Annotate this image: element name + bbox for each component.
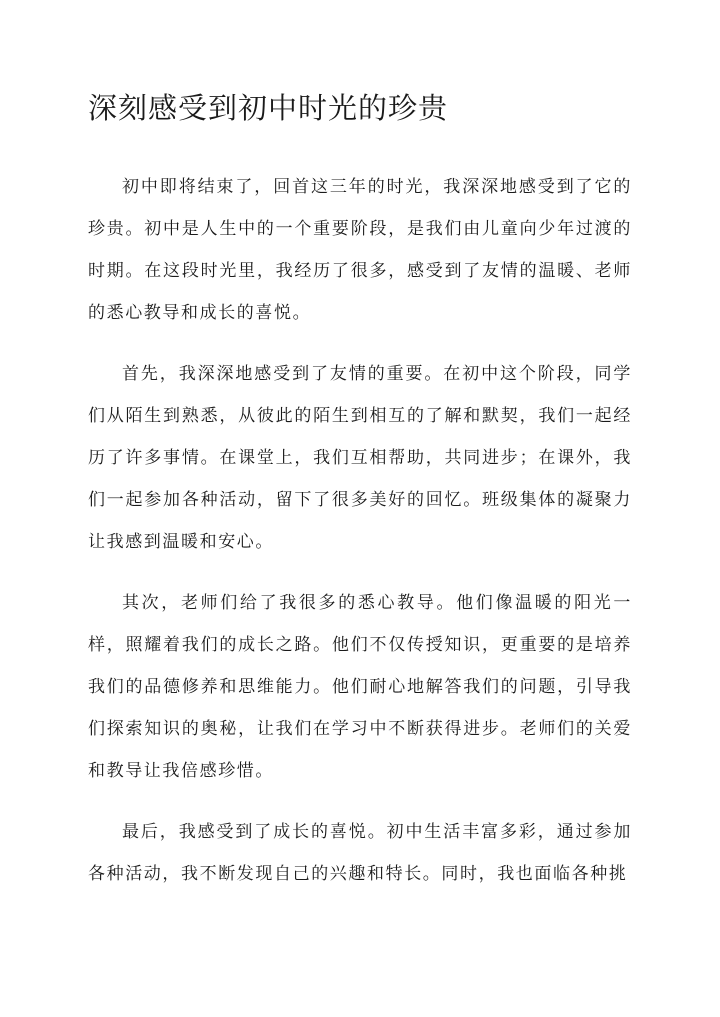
paragraph-friendship: 首先，我深深地感受到了友情的重要。在初中这个阶段，同学们从陌生到熟悉，从彼此的陌生到相互的了解和默契，我们一起经历了许多事情。在课堂上，我们互相帮助，共同进步；在课外，我们一起参加各种活动，留下了很多美好的回忆。班级集体的凝聚力让我感到温暖和安心。 xyxy=(88,364,632,552)
document-body xyxy=(88,166,632,914)
document-title: 深刻感受到初中时光的珍贵 xyxy=(88,91,449,125)
paragraph-teachers: 其次，老师们给了我很多的悉心教导。他们像温暖的阳光一样，照耀着我们的成长之路。他们不仅传授知识，更重要的是培养我们的品德修养和思维能力。他们耐心地解答我们的问题，引导我们探索知识的奥秘，让我们在学习中不断获得进步。老师们的关爱和教导让我倍感珍惜。 xyxy=(88,593,632,781)
paragraph-intro: 初中即将结束了，回首这三年的时光，我深深地感受到了它的珍贵。初中是人生中的一个重要阶段，是我们由儿童向少年过渡的时期。在这段时光里，我经历了很多，感受到了友情的温暖、老师的悉心教导和成长的喜悦。 xyxy=(88,177,632,323)
paragraph-growth: 最后，我感受到了成长的喜悦。初中生活丰富多彩，通过参加各种活动，我不断发现自己的兴趣和特长。同时，我也面临各种挑 xyxy=(88,822,632,884)
